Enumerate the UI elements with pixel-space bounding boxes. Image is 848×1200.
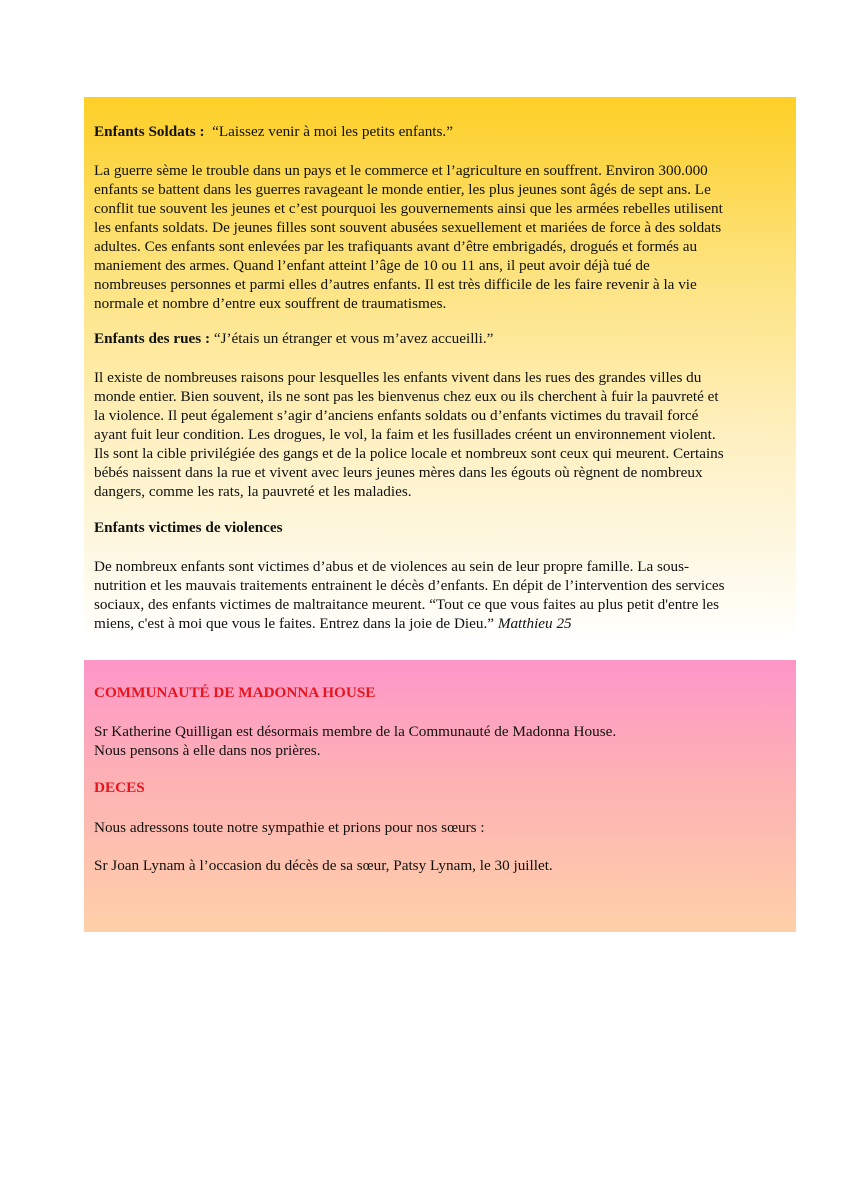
street-paragraph [94,368,789,501]
violence-paragraph [94,557,789,633]
deces-intro: Nous adressons toute notre sympathie et prions pour nos sœurs : [94,819,485,836]
soldiers-paragraph [94,161,789,313]
paragraph-line: Ils sont la cible privilégiée des gangs et de la police locale et nombreux sont ceux qui meurent. Certains [94,445,724,462]
soldiers-heading: Enfants Soldats : [94,123,205,140]
paragraph-line: Sr Katherine Quilligan est désormais membre de la Communauté de Madonna House. [94,723,617,740]
violence-heading-text: Enfants victimes de violences [94,519,283,536]
paragraph-line: monde entier. Bien souvent, ils ne sont pas les bienvenus chez eux ou ils cherchent à fuir la pauvreté et [94,388,719,405]
street-heading-line [94,329,789,348]
paragraph-line: conflit tue souvent les jeunes et c’est pourquoi les gouvernements ainsi que les armées rebelles utilisent [94,200,723,217]
bible-citation: Matthieu 25 [497,615,572,632]
children-section [84,97,796,644]
violence-last-line: miens, c'est à moi que vous le faites. Entrez dans la joie de Dieu.” [94,615,495,632]
street-quote: “J’étais un étranger et vous m’avez accueilli.” [213,330,494,347]
paragraph-line: sociaux, des enfants victimes de maltraitance meurent. “Tout ce que vous faites au plus petit d'entre les [94,596,719,613]
paragraph-line: normale et nombre d’entre eux souffrent de traumatismes. [94,295,447,312]
paragraph-line: De nombreux enfants sont victimes d’abus et de violences au sein de leur propre famille. La sous- [94,558,690,575]
deces-heading: DECES [94,779,145,796]
soldiers-heading-line [94,122,789,141]
soldiers-quote: “Laissez venir à moi les petits enfants.” [212,123,453,140]
paragraph-line: La guerre sème le trouble dans un pays et le commerce et l’agriculture en souffrent. Environ 300.000 [94,162,708,179]
street-heading: Enfants des rues : [94,330,211,347]
deces-item: Sr Joan Lynam à l’occasion du décès de sa sœur, Patsy Lynam, le 30 juillet. [94,857,553,874]
paragraph-line: nombreuses personnes et parmi elles d’autres enfants. Il est très difficile de les faire revenir à la vie [94,276,697,293]
community-section [84,660,796,932]
community-paragraph [94,722,789,760]
paragraph-line: ayant fuit leur condition. Les drogues, le vol, la faim et les fusillades créent un environnement violent. [94,426,716,443]
paragraph-line: les enfants soldats. De jeunes filles sont souvent abusées sexuellement et mariées de force à des soldats [94,219,722,236]
paragraph-line: bébés naissent dans la rue et vivent avec leurs jeunes mères dans les égouts où règnent de nombreux [94,464,703,481]
paragraph-line-last [94,614,789,633]
paragraph-line: enfants se battent dans les guerres ravageant le monde entier, les plus jeunes sont âgés de sept ans. Le [94,181,711,198]
paragraph-line: Nous pensons à elle dans nos prières. [94,742,321,759]
paragraph-line: adultes. Ces enfants sont enlevées par les trafiquants avant d’être embrigadés, drogués et formés au [94,238,698,255]
paragraph-line: nutrition et les mauvais traitements entrainent le décès d’enfants. En dépit de l’intervention des services [94,577,725,594]
paragraph-line: Il existe de nombreuses raisons pour lesquelles les enfants vivent dans les rues des grandes villes du [94,369,702,386]
paragraph-line: maniement des armes. Quand l’enfant atteint l’âge de 10 ou 11 ans, il peut avoir déjà tué de [94,257,650,274]
community-heading: COMMUNAUTÉ DE MADONNA HOUSE [94,684,376,701]
violence-heading [94,518,789,537]
paragraph-line: la violence. Il peut également s’agir d’anciens enfants soldats ou d’enfants victimes du travail forcé [94,407,699,424]
paragraph-line: dangers, comme les rats, la pauvreté et les maladies. [94,483,412,500]
